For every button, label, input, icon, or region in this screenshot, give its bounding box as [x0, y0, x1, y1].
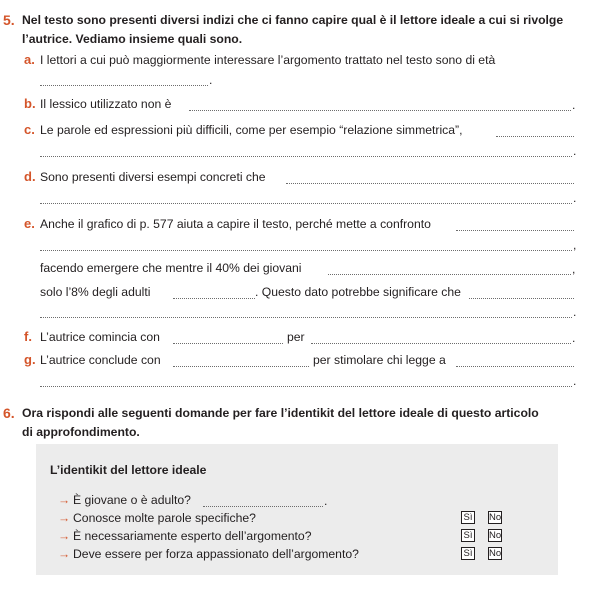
- exercise-prompt-line1: Ora rispondi alle seguenti domande per fare l’identikit del lettore ideale di questo articolo: [22, 406, 539, 420]
- question-3: È necessariamente esperto dell’argomento?: [73, 529, 312, 543]
- answer-line-e3[interactable]: [328, 274, 571, 275]
- answer-line-f2[interactable]: [311, 343, 571, 344]
- answer-line-d2[interactable]: [40, 203, 572, 204]
- item-b-text: Il lessico utilizzato non è: [40, 97, 172, 111]
- question-2: Conosce molte parole specifiche?: [73, 511, 256, 525]
- item-label-c: c.: [24, 122, 35, 137]
- question-1: È giovane o è adulto?: [73, 493, 191, 507]
- question-4: Deve essere per forza appassionato dell’argomento?: [73, 547, 359, 561]
- item-e-text: Anche il grafico di p. 577 aiuta a capire il testo, perché mette a confronto: [40, 217, 431, 231]
- yes-checkbox[interactable]: Sì: [461, 547, 475, 560]
- item-label-d: d.: [24, 169, 36, 184]
- answer-line-e4[interactable]: [173, 298, 255, 299]
- item-a-text: I lettori a cui può maggiormente interessare l’argomento trattato nel testo sono di età: [40, 53, 496, 67]
- item-label-e: e.: [24, 216, 35, 231]
- answer-line-g1[interactable]: [173, 366, 309, 367]
- no-checkbox[interactable]: No: [489, 530, 502, 541]
- answer-line-e2[interactable]: [40, 250, 572, 251]
- arrow-icon: →: [58, 493, 71, 507]
- arrow-icon: →: [58, 511, 71, 525]
- exercise-number: 5.: [3, 12, 15, 28]
- answer-line-e5[interactable]: [469, 298, 574, 299]
- item-label-a: a.: [24, 52, 35, 67]
- item-e-text3a: solo l’8% degli adulti: [40, 285, 151, 299]
- answer-line-g3[interactable]: [40, 386, 572, 387]
- exercise-prompt-line1: Nel testo sono presenti diversi indizi che ci fanno capire qual è il lettore ideale a cui si rivolge: [22, 13, 564, 27]
- answer-line-e1[interactable]: [456, 230, 574, 231]
- answer-line-d1[interactable]: [286, 183, 574, 184]
- answer-line-q1[interactable]: [203, 506, 323, 507]
- answer-line-g2[interactable]: [456, 366, 574, 367]
- answer-line-c1[interactable]: [496, 136, 574, 137]
- item-e-text3b: . Questo dato potrebbe significare che: [255, 285, 461, 299]
- item-f-text-a: L’autrice comincia con: [40, 330, 160, 344]
- item-f-text-b: per: [287, 330, 305, 344]
- exercise-prompt-line2: l’autrice. Vediamo insieme quali sono.: [22, 32, 243, 46]
- no-checkbox[interactable]: No: [489, 548, 502, 559]
- no-checkbox[interactable]: No: [489, 512, 502, 523]
- arrow-icon: →: [58, 547, 71, 561]
- yes-checkbox[interactable]: Sì: [461, 511, 475, 524]
- answer-line-f1[interactable]: [173, 343, 283, 344]
- exercise-prompt-line2: di approfondimento.: [22, 425, 140, 439]
- yes-checkbox[interactable]: Sì: [461, 529, 475, 542]
- arrow-icon: →: [58, 529, 71, 543]
- answer-line-e6[interactable]: [40, 317, 572, 318]
- item-g-text-b: per stimolare chi legge a: [313, 353, 446, 367]
- item-c-text: Le parole ed espressioni più difficili, come per esempio “relazione simmetrica”,: [40, 123, 463, 137]
- item-label-b: b.: [24, 96, 36, 111]
- answer-line-c2[interactable]: [40, 156, 572, 157]
- identikit-title: L’identikit del lettore ideale: [50, 463, 207, 477]
- item-g-text-a: L’autrice conclude con: [40, 353, 161, 367]
- item-label-g: g.: [24, 352, 36, 367]
- item-label-f: f.: [24, 329, 32, 344]
- answer-line-a[interactable]: [40, 85, 208, 86]
- item-e-text2: facendo emergere che mentre il 40% dei giovani: [40, 261, 302, 275]
- exercise-number: 6.: [3, 405, 15, 421]
- item-d-text: Sono presenti diversi esempi concreti che: [40, 170, 266, 184]
- answer-line-b[interactable]: [189, 110, 571, 111]
